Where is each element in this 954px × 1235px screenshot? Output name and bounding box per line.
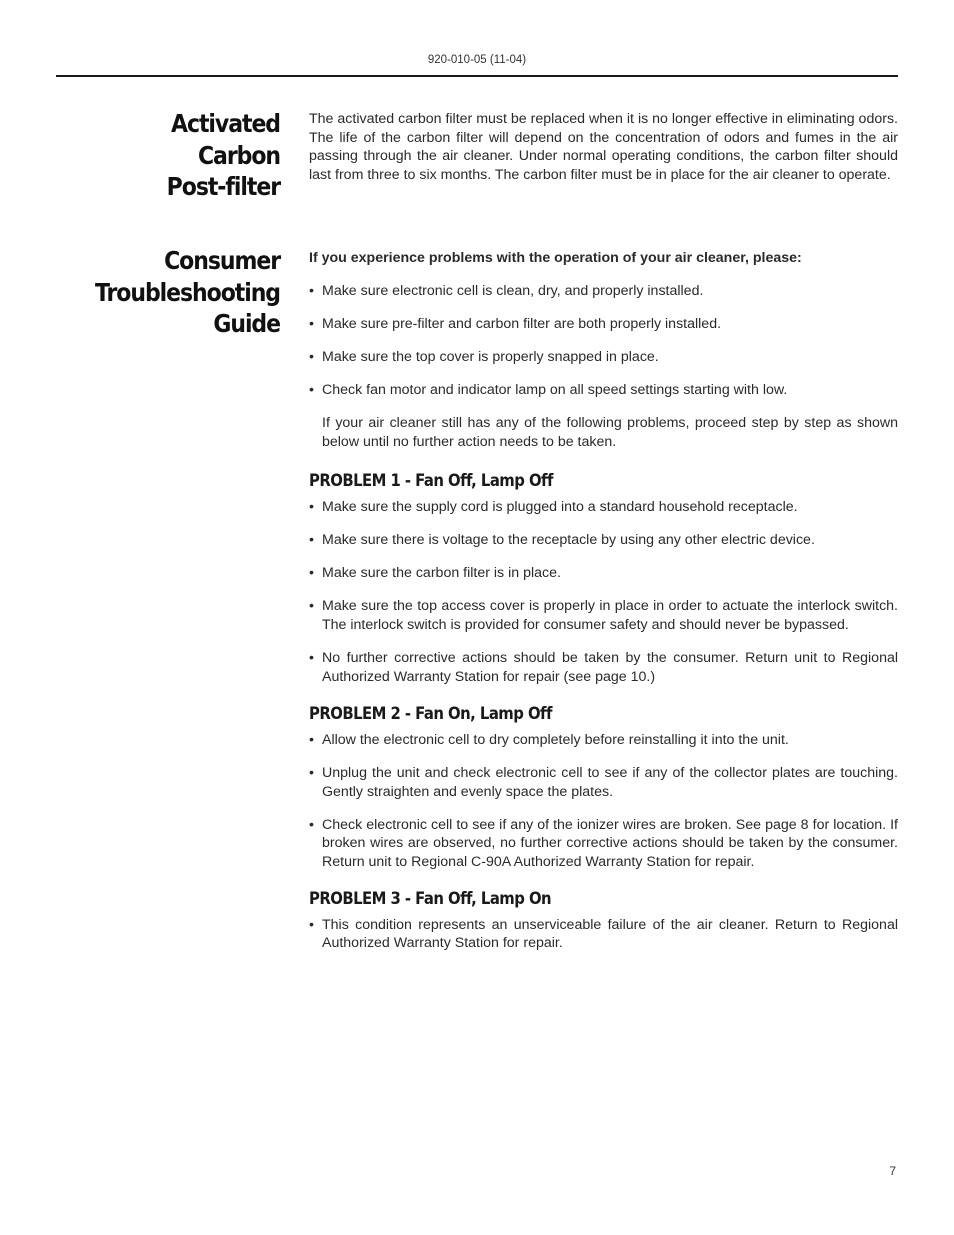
header-rule: [56, 75, 898, 77]
list-item: • Make sure pre-filter and carbon filter are both properly installed.: [309, 315, 722, 332]
section-heading-troubleshooting: Consumer Troubleshooting Guide: [94, 246, 281, 338]
problem-3-title: PROBLEM 3 - Fan Off, Lamp On: [309, 888, 552, 908]
list-item: • Make sure there is voltage to the receptacle by using any other electric device.: [309, 532, 815, 549]
list-item: • Make sure the top access cover is properly in place in order to actuate the interlock switch. The interlock switch is provided for consumer safety and should never be bypassed.: [309, 598, 898, 634]
problem-1-title: PROBLEM 1 - Fan Off, Lamp Off: [309, 471, 553, 491]
troubleshooting-note: If your air cleaner still has any of the following problems, proceed step by step as shown below until no further action needs to be taken.: [322, 414, 898, 450]
list-item: • Make sure electronic cell is clean, dry, and properly installed.: [309, 282, 704, 299]
general-checks-list: [309, 282, 898, 400]
list-item: • Allow the electronic cell to dry completely before reinstalling it into the unit.: [309, 731, 789, 748]
list-item: • Make sure the carbon filter is in place.: [309, 565, 561, 582]
page-number: 7: [889, 1164, 896, 1178]
list-item: • No further corrective actions should be taken by the consumer. Return unit to Regional Authorized Warranty Station for repair (see page 10.): [309, 650, 898, 685]
list-item: • This condition represents an unserviceable failure of the air cleaner. Return to Regional Authorized Warranty Station for repair.: [309, 916, 898, 952]
troubleshooting-section: [309, 249, 898, 968]
list-item: • Check electronic cell to see if any of the ionizer wires are broken. See page 8 for location. If broken wires are observed, no further corrective actions should be taken by the consumer. Return unit to Regional C-90A Authorized Warranty Station for repair.: [309, 816, 898, 870]
problem-2-title: PROBLEM 2 - Fan On, Lamp Off: [309, 703, 552, 723]
problem-3-list: [309, 916, 898, 953]
problem-2-list: [309, 731, 898, 872]
list-item: • Make sure the top cover is properly snapped in place.: [309, 348, 659, 365]
section-heading-activated-carbon: Activated Carbon Post-filter: [166, 109, 280, 201]
document-number: 920-010-05 (11-04): [427, 54, 527, 66]
carbon-filter-paragraph: The activated carbon filter must be replaced when it is no longer effective in eliminating odors. The life of the carbon filter will depend on the concentration of odors and fumes in the air passing through the air cleaner. Under normal operating conditions, the carbon filter should last from three to six months. The carbon filter must be in place for the air cleaner to operate.: [309, 111, 898, 183]
list-item: • Check fan motor and indicator lamp on all speed settings starting with low.: [309, 381, 788, 398]
problem-1-list: [309, 498, 898, 686]
list-item: • Make sure the supply cord is plugged into a standard household receptacle.: [309, 499, 798, 516]
list-item: • Unplug the unit and check electronic cell to see if any of the collector plates are touching. Gently straighten and evenly space the plates.: [309, 764, 898, 800]
troubleshooting-intro: If you experience problems with the operation of your air cleaner, please:: [309, 250, 802, 266]
